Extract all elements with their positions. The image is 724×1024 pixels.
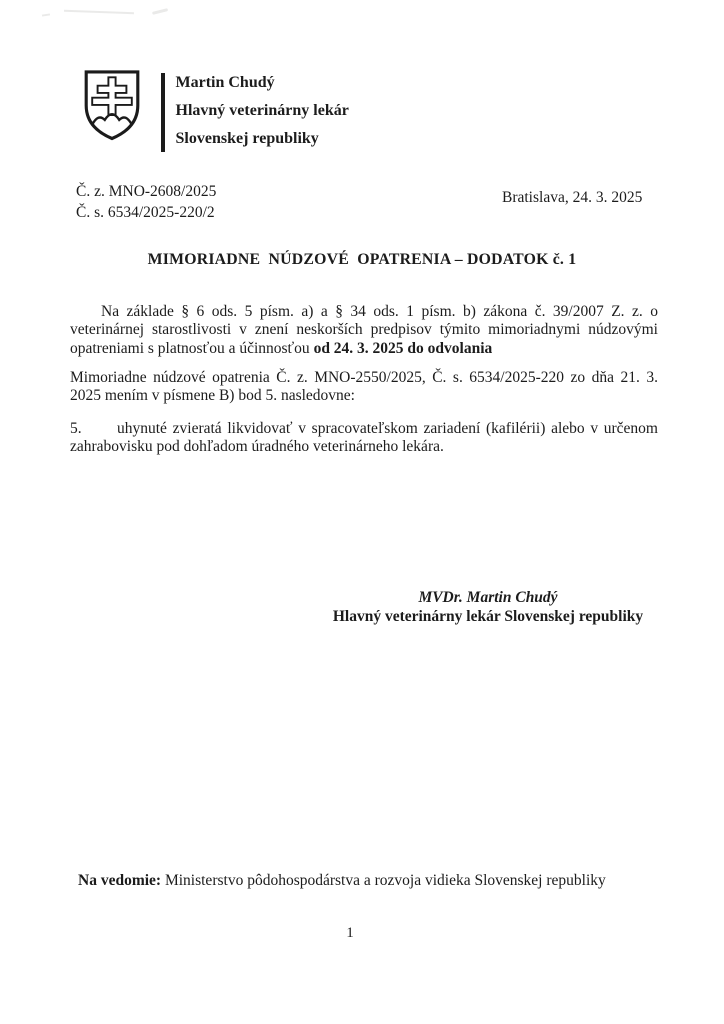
- note-text: Ministerstvo pôdohospodárstva a rozvoja vidieka Slovenskej republiky: [161, 872, 606, 889]
- paragraph-legal-basis-effective-date: od 24. 3. 2025 do odvolania: [313, 340, 493, 358]
- item-5-text: uhynuté zvieratá likvidovať v spracovateľskom zariadení (kafilérii) alebo v určenom zahrabovisku pod dohľadom úradného veterinárneho lekára.: [70, 419, 658, 456]
- signature-name: MVDr. Martin Chudý: [418, 589, 558, 606]
- paragraph-legal-basis-text: Na základe § 6 ods. 5 písm. a) a § 34 ods. 1 písm. b) zákona č. 39/2007 Z. z. o veterinárnej starostlivosti v znení neskorších predpisov týmito mimoriadnymi núdzovými opatreniami s platnosťou a účinnosťou: [70, 302, 658, 358]
- note-label: Na vedomie:: [78, 872, 162, 889]
- letterhead-title-line2: Slovenskej republiky: [175, 130, 319, 147]
- reference-number-2: Č. s. 6534/2025-220/2: [76, 203, 215, 221]
- paragraph-item-5: [70, 420, 658, 458]
- paragraph-legal-basis: [70, 303, 658, 359]
- letterhead-text: [176, 69, 349, 153]
- letterhead-divider: [161, 73, 165, 152]
- letterhead-name: Martin Chudý: [175, 74, 275, 91]
- letterhead: [82, 68, 349, 153]
- letterhead-title-line1: Hlavný veterinárny lekár: [175, 102, 349, 119]
- slovak-coat-of-arms-icon: [82, 68, 142, 143]
- page-number: 1: [346, 925, 354, 941]
- note-for-information: [78, 872, 606, 890]
- reference-numbers: [76, 182, 216, 223]
- signature-block: [318, 588, 658, 626]
- document-title: MIMORIADNE NÚDZOVÉ OPATRENIA – DODATOK č. 1: [147, 251, 577, 268]
- signature-title: Hlavný veterinárny lekár Slovenskej republiky: [332, 608, 644, 625]
- place-and-date: Bratislava, 24. 3. 2025: [502, 189, 643, 206]
- item-5-number: 5.: [70, 419, 82, 437]
- scan-artifact: [34, 8, 174, 24]
- reference-number-1: Č. z. MNO-2608/2025: [76, 183, 217, 200]
- paragraph-amendment: Mimoriadne núdzové opatrenia Č. z. MNO-2550/2025, Č. s. 6534/2025-220 zo dňa 21. 3. 2025 mením v písmene B) bod 5. nasledovne:: [70, 368, 658, 405]
